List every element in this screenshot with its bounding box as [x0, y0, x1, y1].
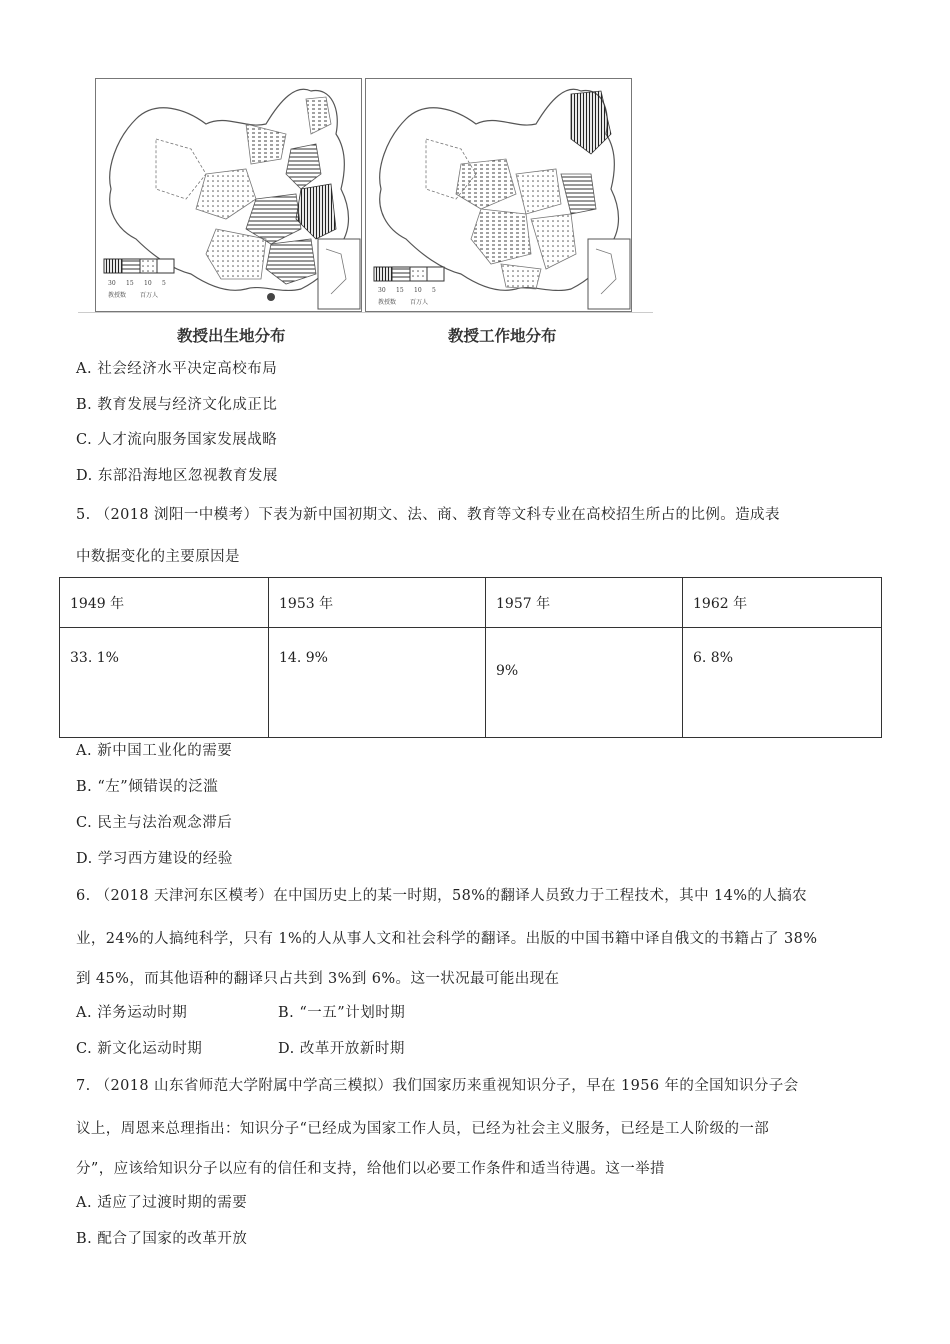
q6-stem-line2: 业，24%的人搞纯科学，只有 1%的人从事人文和社会科学的翻译。出版的中国书籍中译自俄文的书籍占了 38%	[76, 931, 818, 947]
q5-option-d: D. 学习西方建设的经验	[76, 851, 233, 867]
legend-tick: 15	[396, 287, 404, 294]
q5-stem-line1: 5. （2018 浏阳一中模考）下表为新中国初期文、法、商、教育等文科专业在高校招生所占的比例。造成表	[76, 507, 780, 523]
legend-unit-left: 教授数	[378, 299, 397, 306]
legend-tick: 30	[108, 280, 116, 287]
legend-unit-right: 百万人	[140, 292, 159, 299]
table-value-cell: 6. 8%	[683, 628, 882, 738]
q7-option-b: B. 配合了国家的改革开放	[76, 1231, 248, 1247]
legend-tick: 10	[144, 280, 152, 287]
map-professor-workplace	[365, 78, 632, 312]
figure-divider	[78, 312, 653, 313]
q6-option-a: A. 洋务运动时期	[76, 1005, 188, 1021]
q5-stem-line2: 中数据变化的主要原因是	[76, 549, 240, 565]
q5-option-b: B. “左”倾错误的泛滥	[76, 779, 219, 795]
q6-option-d: D. 改革开放新时期	[278, 1041, 405, 1057]
table-header-cell: 1949 年	[60, 578, 269, 628]
table-header-cell: 1957 年	[486, 578, 683, 628]
legend-tick: 30	[378, 287, 386, 294]
table-row	[60, 578, 882, 628]
map-professor-birthplace	[95, 78, 362, 312]
q5-option-a: A. 新中国工业化的需要	[76, 743, 233, 759]
legend-unit-left: 教授数	[108, 292, 127, 299]
china-map-birth-icon	[96, 79, 361, 311]
q5-option-c: C. 民主与法治观念滞后	[76, 815, 233, 831]
q4-option-b: B. 教育发展与经济文化成正比	[76, 397, 278, 413]
legend-tick: 5	[432, 287, 436, 294]
q6-option-b: B. “一五”计划时期	[278, 1005, 406, 1021]
q7-stem-line1: 7. （2018 山东省师范大学附属中学高三模拟）我们国家历来重视知识分子，早在 1956 年的全国知识分子会	[76, 1078, 799, 1094]
legend-tick: 10	[414, 287, 422, 294]
q5-data-table	[59, 577, 882, 738]
q4-option-c: C. 人才流向服务国家发展战略	[76, 432, 278, 448]
table-header-cell: 1953 年	[269, 578, 486, 628]
q7-stem-line3: 分”，应该给知识分子以应有的信任和支持，给他们以必要工作条件和适当待遇。这一举措	[76, 1161, 665, 1177]
q6-option-c: C. 新文化运动时期	[76, 1041, 203, 1057]
table-row	[60, 628, 882, 738]
q4-option-a: A. 社会经济水平决定高校布局	[76, 361, 278, 377]
legend-tick: 5	[162, 280, 166, 287]
q7-stem-line2: 议上，周恩来总理指出：知识分子“已经成为国家工作人员，已经为社会主义服务，已经是工人阶级的一部	[76, 1121, 770, 1137]
table-value-cell: 14. 9%	[269, 628, 486, 738]
q4-option-d: D. 东部沿海地区忽视教育发展	[76, 468, 278, 484]
q6-stem-line3: 到 45%，而其他语种的翻译只占共到 3%到 6%。这一状况最可能出现在	[76, 971, 560, 987]
caption-workplace: 教授工作地分布	[448, 327, 557, 345]
table-header-cell: 1962 年	[683, 578, 882, 628]
q6-stem-line1: 6. （2018 天津河东区模考）在中国历史上的某一时期，58%的翻译人员致力于工程技术，其中 14%的人搞农	[76, 888, 808, 904]
caption-birthplace: 教授出生地分布	[177, 327, 286, 345]
legend-tick: 15	[126, 280, 134, 287]
legend-unit-right: 百万人	[410, 299, 429, 306]
table-value-cell: 9%	[486, 628, 683, 738]
china-map-work-icon	[366, 79, 631, 311]
table-value-cell: 33. 1%	[60, 628, 269, 738]
q7-option-a: A. 适应了过渡时期的需要	[76, 1195, 248, 1211]
